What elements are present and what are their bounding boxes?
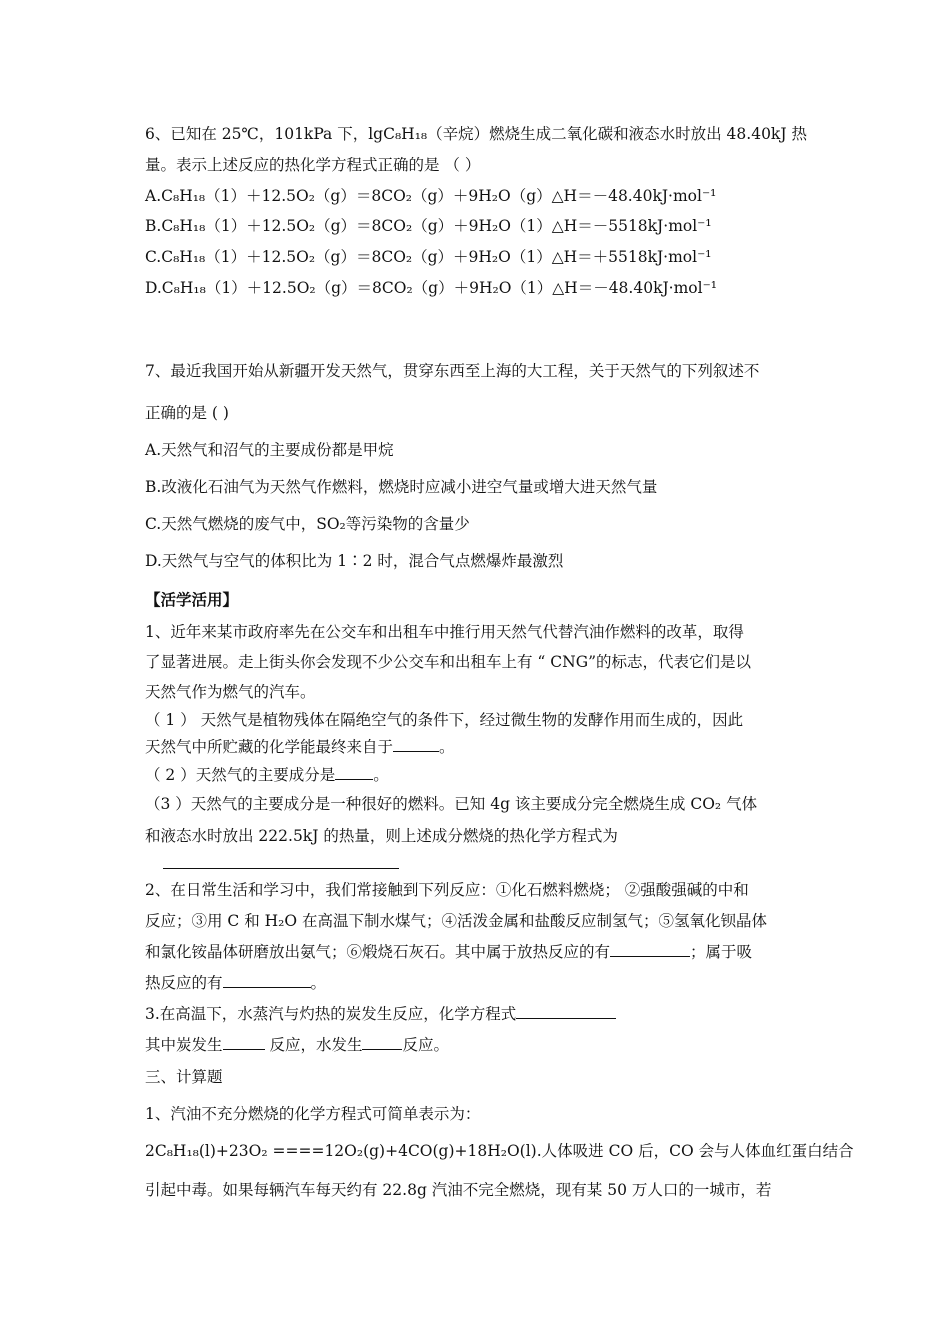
q6-stem-line2: 量。表示上述反应的热化学方程式正确的是 （ ） — [145, 156, 481, 174]
p3-line2-c: 反应。 — [402, 1036, 449, 1054]
p3-line2 — [145, 1035, 449, 1055]
calc-line3: 引起中毒。如果每辆汽车每天约有 22.8g 汽油不完全燃烧，现有某 50 万人口的一城市，若 — [145, 1181, 772, 1199]
p2-line3-text: 和氯化铵晶体研磨放出氨气；⑥煅烧石灰石。其中属于放热反应的有 — [145, 943, 611, 961]
p1-sub1-blank[interactable] — [393, 737, 439, 752]
p1-sub3-line2: 和液态水时放出 222.5kJ 的热量，则上述成分燃烧的热化学方程式为 — [145, 827, 618, 845]
p2-line4-end: 。 — [310, 974, 327, 992]
p1-sub2-end: 。 — [373, 766, 389, 784]
p2-exothermic-blank[interactable] — [610, 942, 690, 957]
p1-line1: 1、近年来某市政府率先在公交车和出租车中推行用天然气代替汽油作燃料的改革，取得 — [145, 623, 744, 641]
section-heading: 【活学活用】 — [145, 590, 239, 609]
q7-option-d: D.天然气与空气的体积比为 1∶2 时，混合气点燃爆炸最激烈 — [145, 552, 564, 570]
p1-line3: 天然气作为燃气的汽车。 — [145, 683, 316, 701]
q7-stem-line1: 7、最近我国开始从新疆开发天然气，贯穿东西至上海的大工程，关于天然气的下列叙述不 — [145, 362, 760, 380]
calc-line2: 2C₈H₁₈(l)+23O₂ ====12O₂(g)+4CO(g)+18H₂O(l).人体吸进 CO 后，CO 会与人体血红蛋白结合 — [145, 1142, 854, 1160]
p1-sub2-text: （ 2 ）天然气的主要成分是 — [145, 766, 336, 784]
q7-option-b: B.改液化石油气为天然气作燃料，燃烧时应减小进空气量或增大进天然气量 — [145, 478, 658, 496]
p2-line3-end: ；属于吸 — [690, 943, 753, 961]
p1-sub1-line2 — [145, 737, 455, 757]
q6-option-d: D.C₈H₁₈（1）＋12.5O₂（g）＝8CO₂（g）＋9H₂O（1）△H＝－48.40kJ·mol⁻¹ — [145, 279, 717, 297]
p2-line1: 2、在日常生活和学习中，我们常接触到下列反应：①化石燃料燃烧； ②强酸强碱的中和 — [145, 881, 749, 899]
p1-sub3-answer-blank[interactable] — [163, 868, 399, 869]
q6-option-a: A.C₈H₁₈（1）＋12.5O₂（g）＝8CO₂（g）＋9H₂O（g）△H＝－48.40kJ·mol⁻¹ — [145, 187, 717, 205]
p2-line4 — [145, 973, 326, 993]
p2-line2: 反应；③用 C 和 H₂O 在高温下制水煤气；④活泼金属和盐酸反应制氢气；⑤氢氧化钡晶体 — [145, 912, 768, 930]
q7-option-a: A.天然气和沼气的主要成份都是甲烷 — [145, 441, 394, 459]
q6-option-c: C.C₈H₁₈（1）＋12.5O₂（g）＝8CO₂（g）＋9H₂O（1）△H＝＋5518kJ·mol⁻¹ — [145, 248, 712, 266]
p1-sub1-text: 天然气中所贮藏的化学能最终来自于 — [145, 738, 394, 756]
section-3-heading: 三、计算题 — [145, 1068, 223, 1086]
p3-line2-a: 其中炭发生 — [145, 1036, 223, 1054]
p1-sub1-end: 。 — [439, 738, 455, 756]
p1-sub2-blank[interactable] — [335, 765, 373, 780]
p3-line2-b: 反应，水发生 — [264, 1036, 363, 1054]
p1-sub3-line1: （3 ）天然气的主要成分是一种很好的燃料。已知 4g 该主要成分完全燃烧生成 CO₂ 气体 — [145, 795, 758, 813]
p3-water-blank[interactable] — [362, 1035, 402, 1050]
p3-line1 — [145, 1004, 616, 1024]
calc-line1: 1、汽油不充分燃烧的化学方程式可简单表示为： — [145, 1105, 481, 1123]
p3-equation-blank[interactable] — [516, 1004, 616, 1019]
p1-line2: 了显著进展。走上街头你会发现不少公交车和出租车上有 “ CNG”的标志，代表它们是以 — [145, 653, 752, 671]
p2-line4-text: 热反应的有 — [145, 974, 223, 992]
p1-sub1-line1: （ 1 ） 天然气是植物残体在隔绝空气的条件下，经过微生物的发酵作用而生成的，因此 — [145, 711, 744, 729]
p2-line3 — [145, 942, 752, 962]
p3-line1-text: 3.在高温下，水蒸汽与灼热的炭发生反应，化学方程式 — [145, 1005, 517, 1023]
q7-option-c: C.天然气燃烧的废气中，SO₂等污染物的含量少 — [145, 515, 470, 533]
q6-option-b: B.C₈H₁₈（1）＋12.5O₂（g）＝8CO₂（g）＋9H₂O（1）△H＝－5518kJ·mol⁻¹ — [145, 217, 712, 235]
p2-endothermic-blank[interactable] — [223, 973, 311, 988]
p3-carbon-blank[interactable] — [223, 1035, 265, 1050]
q6-stem-line1: 6、已知在 25℃，101kPa 下，lgC₈H₁₈（辛烷）燃烧生成二氧化碳和液态水时放出 48.40kJ 热 — [145, 125, 807, 143]
q7-stem-line2: 正确的是 ( ) — [145, 404, 229, 422]
p1-sub2 — [145, 765, 389, 785]
